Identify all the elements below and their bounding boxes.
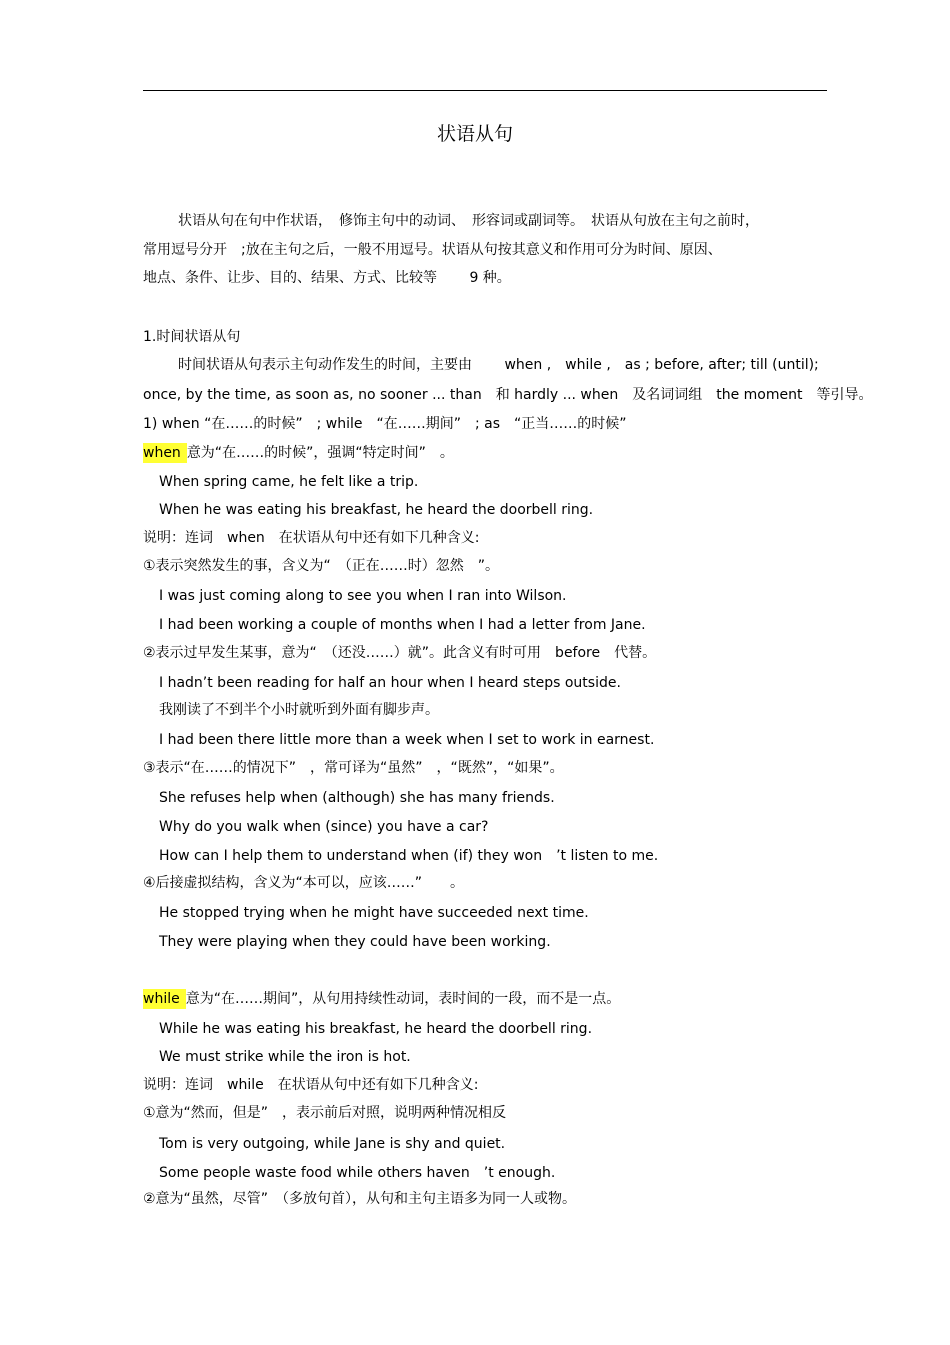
overview-line: 1) when “在……的时候” ; while “在……期间” ; as “正当……的时候” [143,416,627,432]
while-point-1: ①意为“然而，但是” ，表示前后对照，说明两种情况相反 [143,1105,507,1121]
while-point-2: ②意为“虽然，尽管” （多放句首），从句和主句主语多为同一人或物。 [143,1191,577,1207]
intro-line-3: 地点、条件、让步、目的、结果、方式、比较等 9 种。 [143,270,511,286]
example-translation: 我刚读了不到半个小时就听到外面有脚步声。 [159,702,439,718]
example-sentence: I hadn’t been reading for half an hour when I heard steps outside. [159,675,621,691]
page-title: 状语从句 [436,123,513,145]
example-sentence: I was just coming along to see you when I ran into Wilson. [159,588,567,604]
section-desc-1: 时间状语从句表示主句动作发生的时间，主要由 when , while , as ; before, after; till (until); [178,357,819,373]
example-sentence: How can I help them to understand when (if) they won ’t listen to me. [159,848,659,864]
intro-line-2: 常用逗号分开 ;放在主句之后，一般不用逗号。状语从句按其意义和作用可分为时间、原因、 [143,242,722,258]
example-sentence: I had been there little more than a week when I set to work in earnest. [159,732,655,748]
when-keyword-highlight: when [143,443,187,463]
section-desc-2: once, by the time, as soon as, no sooner ... than 和 hardly ... when 及名词词组 the moment 等引导。 [143,387,873,403]
when-meaning-line [143,444,454,462]
example-sentence: We must strike while the iron is hot. [159,1049,411,1065]
when-note: 说明：连词 when 在状语从句中还有如下几种含义: [143,530,480,546]
example-sentence: Why do you walk when (since) you have a car? [159,819,489,835]
example-sentence: Some people waste food while others haven ’t enough. [159,1165,556,1181]
example-sentence: They were playing when they could have been working. [159,934,551,950]
when-point-4: ④后接虚拟结构，含义为“本可以，应该……” 。 [143,875,465,891]
example-sentence: She refuses help when (although) she has many friends. [159,790,555,806]
while-meaning-line [143,990,620,1008]
example-sentence: When he was eating his breakfast, he heard the doorbell ring. [159,502,594,518]
while-note: 说明：连词 while 在状语从句中还有如下几种含义: [143,1077,479,1093]
example-sentence: I had been working a couple of months when I had a letter from Jane. [159,617,646,633]
intro-line-1: 状语从句在句中作状语， 修饰主句中的动词、 形容词或副词等。 状语从句放在主句之前时， [178,213,759,229]
when-point-2: ②表示过早发生某事，意为“ （还没……）就”。此含义有时可用 before 代替。 [143,645,657,661]
section-heading: 1.时间状语从句 [143,329,241,345]
example-sentence: While he was eating his breakfast, he heard the doorbell ring. [159,1021,593,1037]
while-meaning: 意为“在……期间”，从句用持续性动词，表时间的一段，而不是一点。 [185,991,621,1007]
when-meaning: 意为“在……的时候”，强调“特定时间” 。 [186,445,454,461]
when-point-3: ③表示“在……的情况下” ，常可译为“虽然” ，“既然”，“如果”。 [143,760,564,776]
example-sentence: He stopped trying when he might have succeeded next time. [159,905,589,921]
example-sentence: Tom is very outgoing, while Jane is shy and quiet. [159,1136,506,1152]
example-sentence: When spring came, he felt like a trip. [159,474,419,490]
when-point-1: ①表示突然发生的事，含义为“ （正在……时）忽然 ”。 [143,558,500,574]
while-keyword-highlight: while [143,989,186,1009]
header-rule [143,90,827,91]
